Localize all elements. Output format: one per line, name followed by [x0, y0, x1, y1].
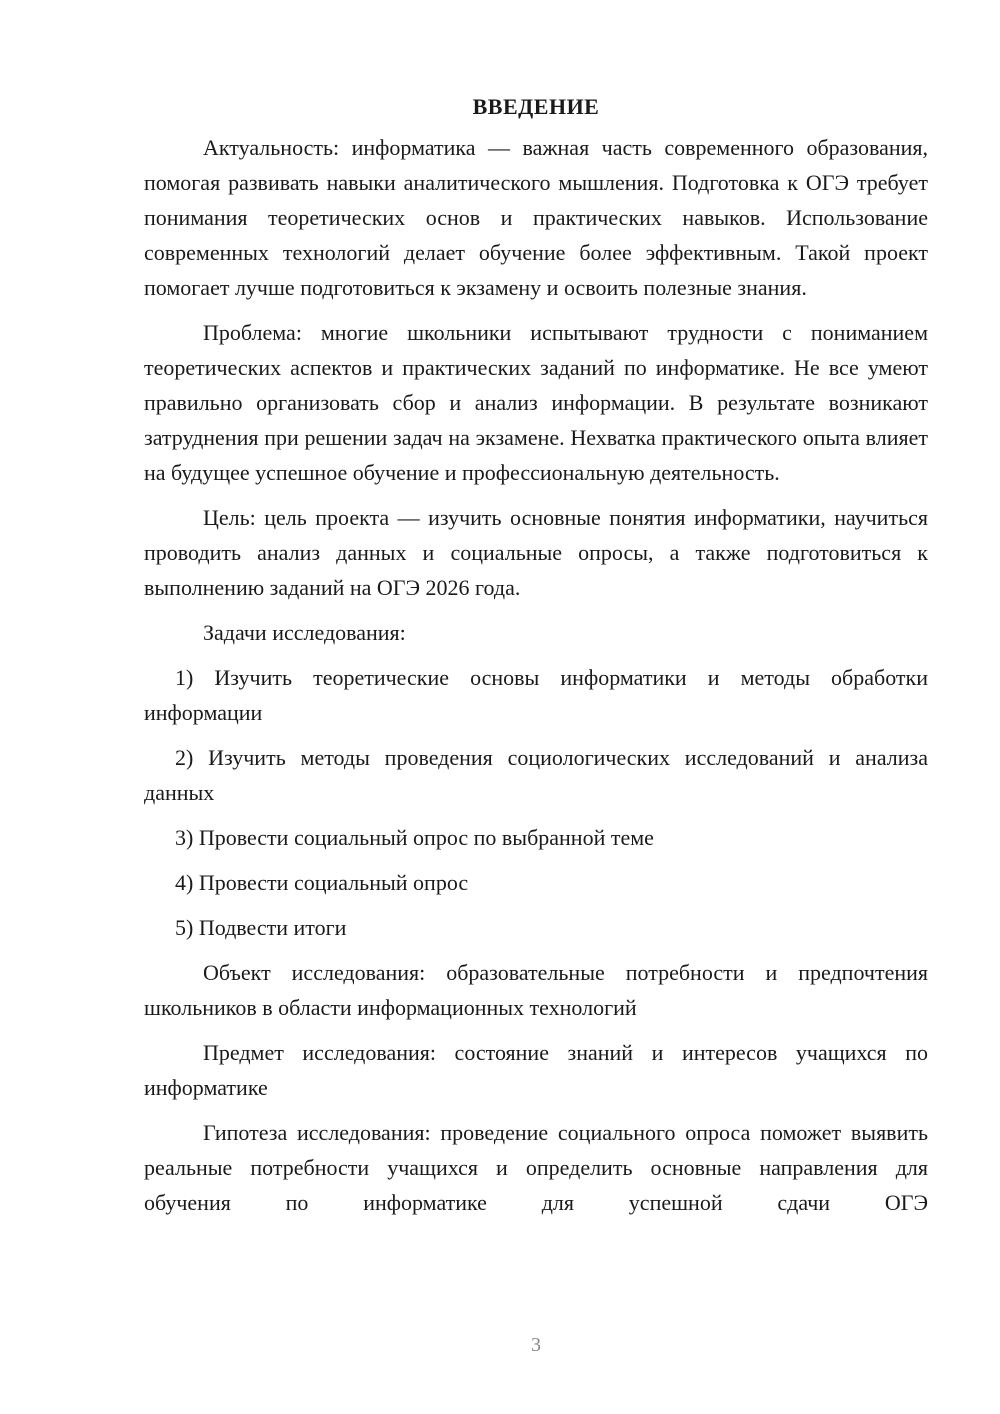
paragraph-problem: Проблема: многие школьники испытывают трудности с пониманием теоретических аспектов и практических заданий по информатике. Не все умеют правильно организовать сбор и анализ информации. В результате возникают затруднения при решении задач на экзамене. Нехватка практического опыта влияет на будущее успешное обучение и профессиональную деятельность. [144, 320, 928, 485]
list-item: 4) Провести социальный опрос [175, 870, 469, 895]
list-item: 2) Изучить методы проведения социологических исследований и анализа данных [144, 745, 928, 805]
tasks-heading: Задачи исследования: [203, 620, 406, 645]
list-item: 3) Провести социальный опрос по выбранной теме [175, 825, 654, 850]
section-title: ВВЕДЕНИЕ [472, 94, 600, 119]
list-item: 5) Подвести итоги [175, 915, 347, 940]
paragraph-subject: Предмет исследования: состояние знаний и интересов учащихся по информатике [144, 1040, 928, 1100]
list-item: 1) Изучить теоретические основы информатики и методы обработки информации [144, 665, 928, 725]
paragraph-hypothesis: Гипотеза исследования: проведение социального опроса поможет выявить реальные потребности учащихся и определить основные направления для обучения по информатике для успешной сдачи ОГЭ [144, 1120, 928, 1215]
document-page [144, 90, 928, 1230]
paragraph-actuality: Актуальность: информатика — важная часть современного образования, помогая развивать навыки аналитического мышления. Подготовка к ОГЭ требует понимания теоретических основ и практических навыков. Использование современных технологий делает обучение более эффективным. Такой проект помогает лучше подготовиться к экзамену и освоить полезные знания. [144, 135, 928, 300]
page-number: 3 [531, 1334, 541, 1356]
paragraph-object: Объект исследования: образовательные потребности и предпочтения школьников в области информационных технологий [144, 960, 928, 1020]
paragraph-goal: Цель: цель проекта — изучить основные понятия информатики, научиться проводить анализ данных и социальные опросы, а также подготовиться к выполнению заданий на ОГЭ 2026 года. [144, 505, 928, 600]
